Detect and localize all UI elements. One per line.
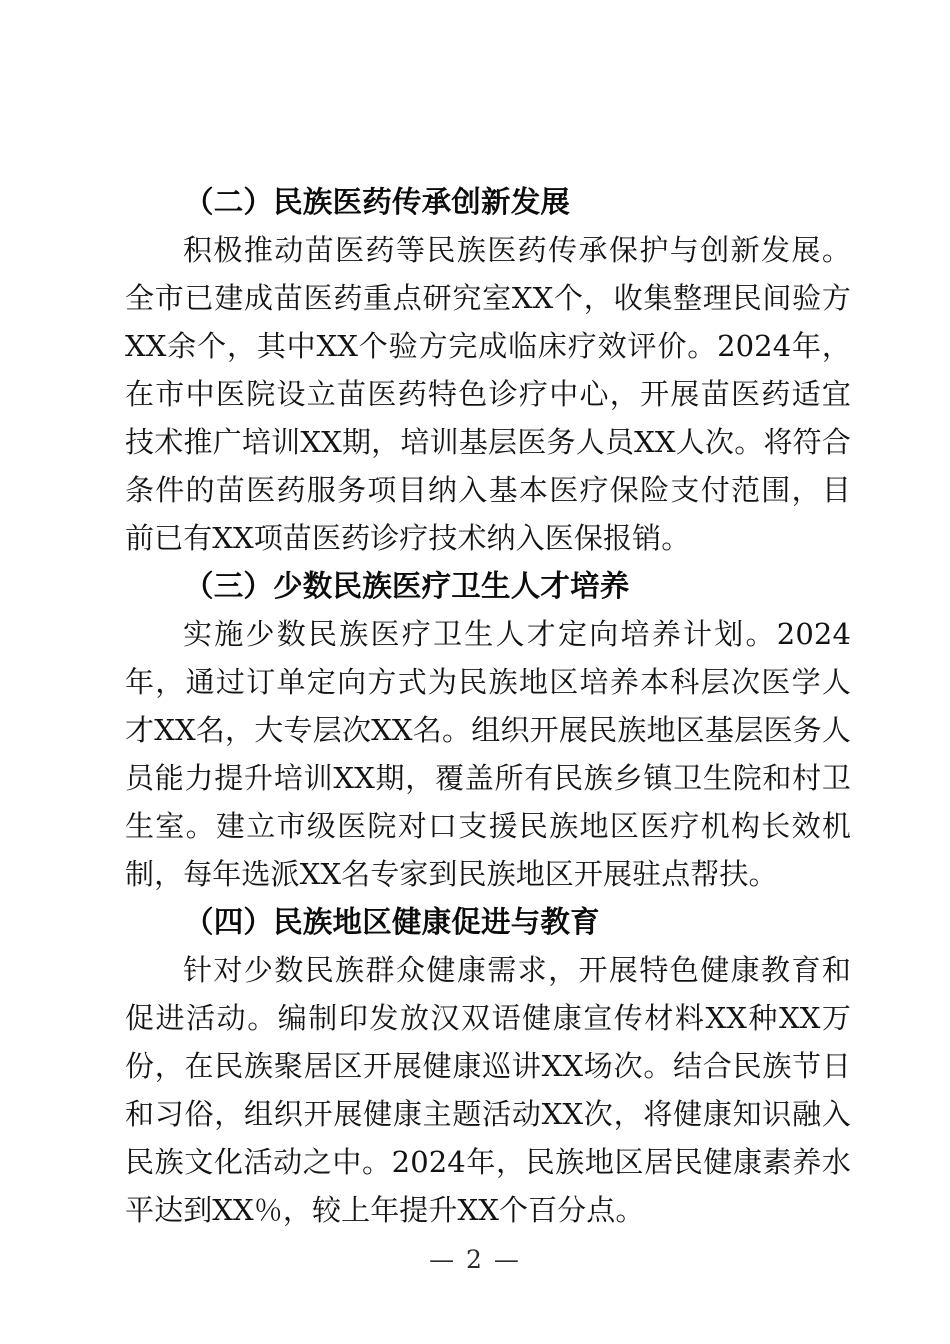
section-heading-4: （四）民族地区健康促进与教育 <box>184 904 600 939</box>
section-2-body: 积极推动苗医药等民族医药传承保护与创新发展。全市已建成苗医药重点研究室XX个，收集整理民间验方XX余个，其中XX个验方完成临床疗效评价。2024年，在市中医院设立苗医药特色诊疗中心，开展苗医药适宜技术推广培训XX期，培训基层医务人员XX人次。将符合条件的苗医药服务项目纳入基本医疗保险支付范围，目前已有XX项苗医药诊疗技术纳入医保报销。 <box>125 233 851 555</box>
document-text-column <box>125 178 851 1234</box>
section-4-body: 针对少数民族群众健康需求，开展特色健康教育和促进活动。编制印发放汉双语健康宣传材料XX种XX万份，在民族聚居区开展健康巡讲XX场次。结合民族节日和习俗，组织开展健康主题活动XX次，将健康知识融入民族文化活动之中。2024年，民族地区居民健康素养水平达到XX％，较上年提升XX个百分点。 <box>125 953 851 1227</box>
section-3-body: 实施少数民族医疗卫生人才定向培养计划。2024年，通过订单定向方式为民族地区培养本科层次医学人才XX名，大专层次XX名。组织开展民族地区基层医务人员能力提升培训XX期，覆盖所有民族乡镇卫生院和村卫生室。建立市级医院对口支援民族地区医疗机构长效机制，每年选派XX名专家到民族地区开展驻点帮扶。 <box>125 617 851 891</box>
page-number-footer: — 2 — <box>429 1245 521 1274</box>
section-heading-3: （三）少数民族医疗卫生人才培养 <box>184 568 630 603</box>
section-heading-2: （二）民族医药传承创新发展 <box>184 184 571 219</box>
